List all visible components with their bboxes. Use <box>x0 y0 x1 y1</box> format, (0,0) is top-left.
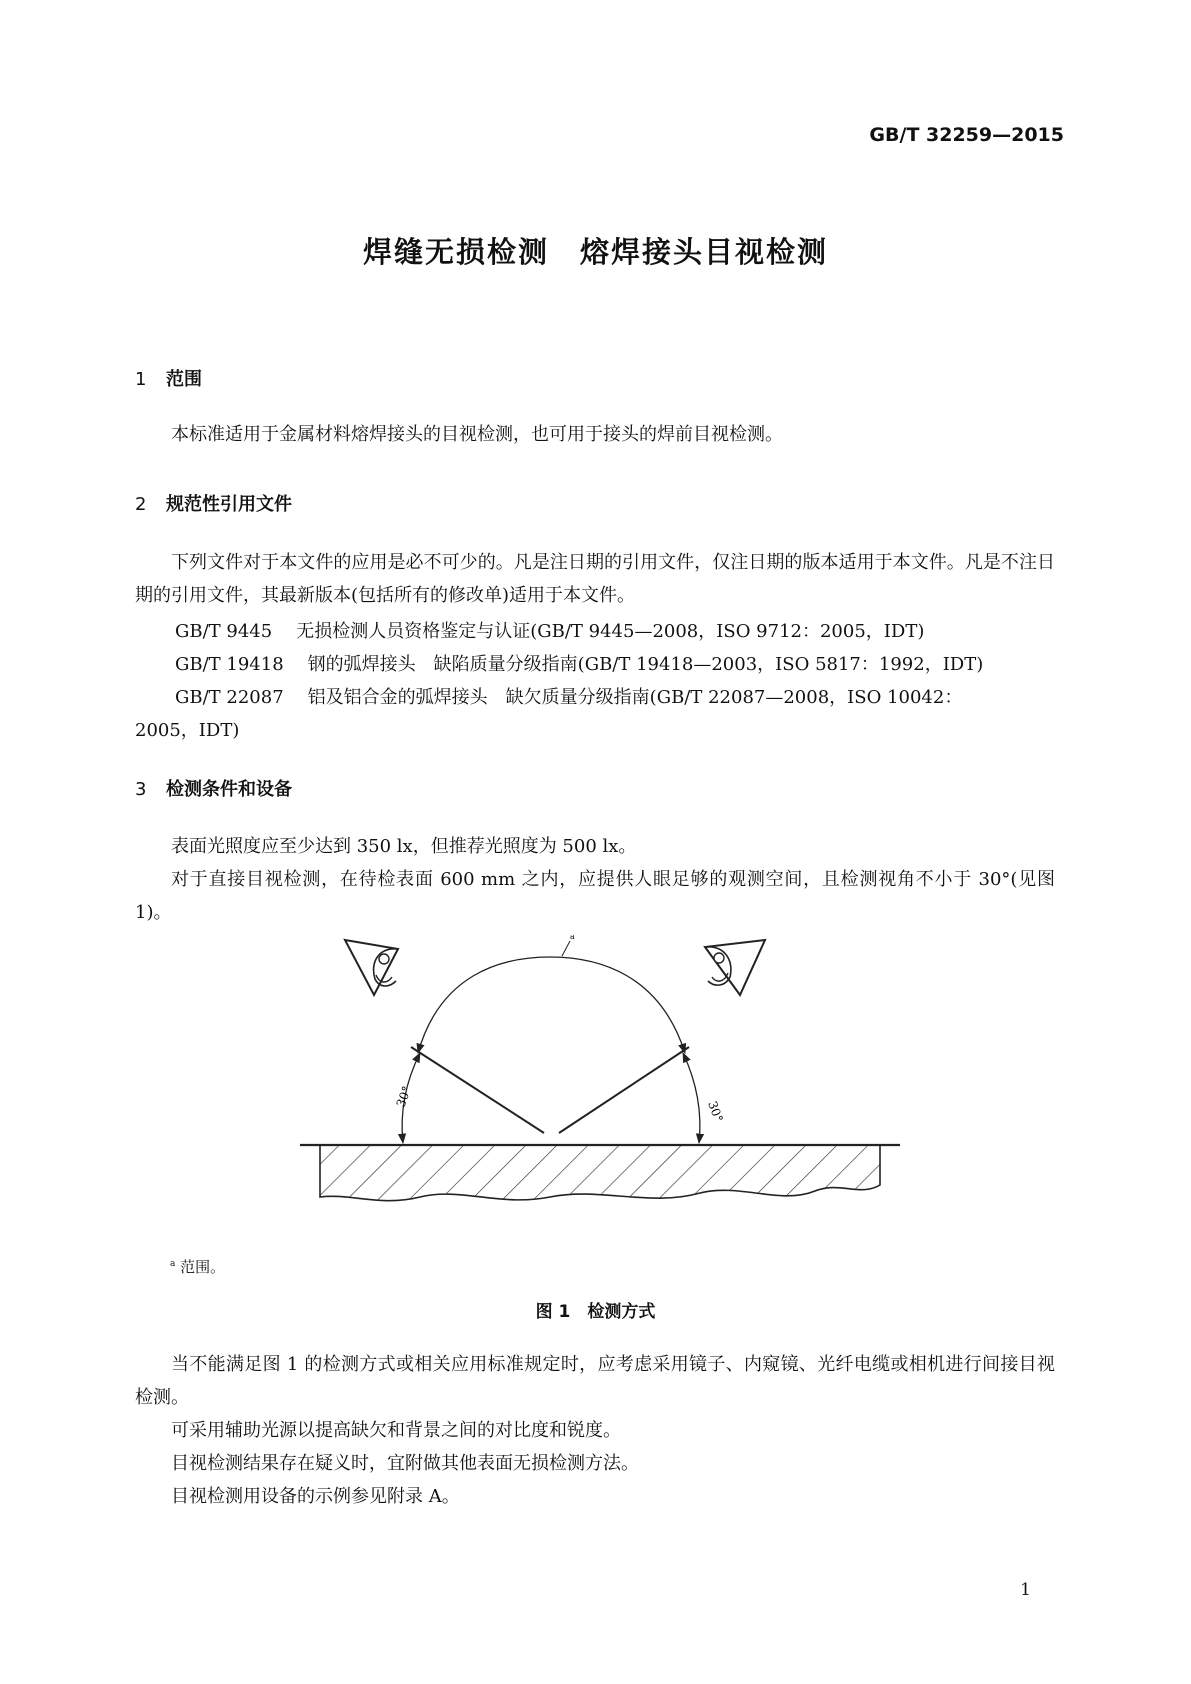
section-number: 3 <box>135 779 147 800</box>
body-paragraph: 可采用辅助光源以提高缺欠和背景之间的对比度和锐度。 <box>171 1420 621 1441</box>
note-marker: a <box>170 1259 176 1269</box>
reference-item <box>175 650 983 676</box>
page-number: 1 <box>1020 1580 1031 1600</box>
right-sight-line <box>559 1047 689 1133</box>
right-angle-arc <box>683 1053 700 1143</box>
section-number: 1 <box>135 369 147 390</box>
section-1-heading <box>135 365 202 391</box>
section-number: 2 <box>135 494 147 515</box>
section-1-paragraph: 本标准适用于金属材料熔焊接头的目视检测，也可用于接头的焊前目视检测。 <box>171 424 783 445</box>
section-title: 检测条件和设备 <box>166 779 292 800</box>
reference-continuation: 2005，IDT) <box>135 720 240 741</box>
arc-leader <box>562 941 570 956</box>
left-angle-label: 30° <box>393 1084 415 1110</box>
section-2-heading <box>135 490 292 516</box>
section-title: 范围 <box>166 369 202 390</box>
range-arc <box>418 957 685 1053</box>
reference-code: GB/T 9445 <box>175 621 273 642</box>
document-title: 焊缝无损检测 熔焊接头目视检测 <box>362 235 828 269</box>
standard-code: GB/T 32259—2015 <box>869 124 1064 146</box>
arc-label: a <box>570 935 575 941</box>
body-paragraph: 目视检测用设备的示例参见附录 A。 <box>171 1486 460 1507</box>
left-sight-line <box>411 1047 544 1133</box>
right-eye-icon <box>705 940 765 995</box>
inspection-figure <box>300 935 900 1245</box>
reference-code: GB/T 22087 <box>175 687 284 708</box>
reference-text: 无损检测人员资格鉴定与认证(GB/T 9445—2008，ISO 9712：2005，IDT) <box>296 621 925 642</box>
figure-note <box>170 1256 225 1277</box>
section-2-intro: 下列文件对于本文件的应用是必不可少的。凡是注日期的引用文件，仅注日期的版本适用于本文件。凡是不注日期的引用文件，其最新版本(包括所有的修改单)适用于本文件。 <box>135 552 1055 606</box>
reference-text: 铝及铝合金的弧焊接头 缺欠质量分级指南(GB/T 22087—2008，ISO 10042： <box>307 687 963 708</box>
section-3-paragraph: 对于直接目视检测，在待检表面 600 mm 之内，应提供人眼足够的观测空间，且检测视角不小于 30°(见图 1)。 <box>135 869 1055 923</box>
section-3-heading <box>135 775 292 801</box>
section-3-paragraph: 表面光照度应至少达到 350 lx，但推荐光照度为 500 lx。 <box>171 836 637 857</box>
body-paragraph: 目视检测结果存在疑义时，宜附做其他表面无损检测方法。 <box>171 1453 639 1474</box>
right-angle-label: 30° <box>705 1099 726 1125</box>
workpiece-section <box>320 1145 880 1201</box>
reference-code: GB/T 19418 <box>175 654 284 675</box>
reference-text: 钢的弧焊接头 缺陷质量分级指南(GB/T 19418—2003，ISO 5817：1992，IDT) <box>307 654 984 675</box>
reference-item <box>175 617 924 643</box>
section-title: 规范性引用文件 <box>166 494 292 515</box>
body-paragraph: 当不能满足图 1 的检测方式或相关应用标准规定时，应考虑采用镜子、内窥镜、光纤电缆或相机进行间接目视检测。 <box>135 1354 1055 1408</box>
figure-caption: 图 1 检测方式 <box>535 1302 656 1322</box>
note-text: 范围。 <box>180 1258 226 1276</box>
reference-item <box>175 683 962 709</box>
left-eye-icon <box>345 940 398 995</box>
